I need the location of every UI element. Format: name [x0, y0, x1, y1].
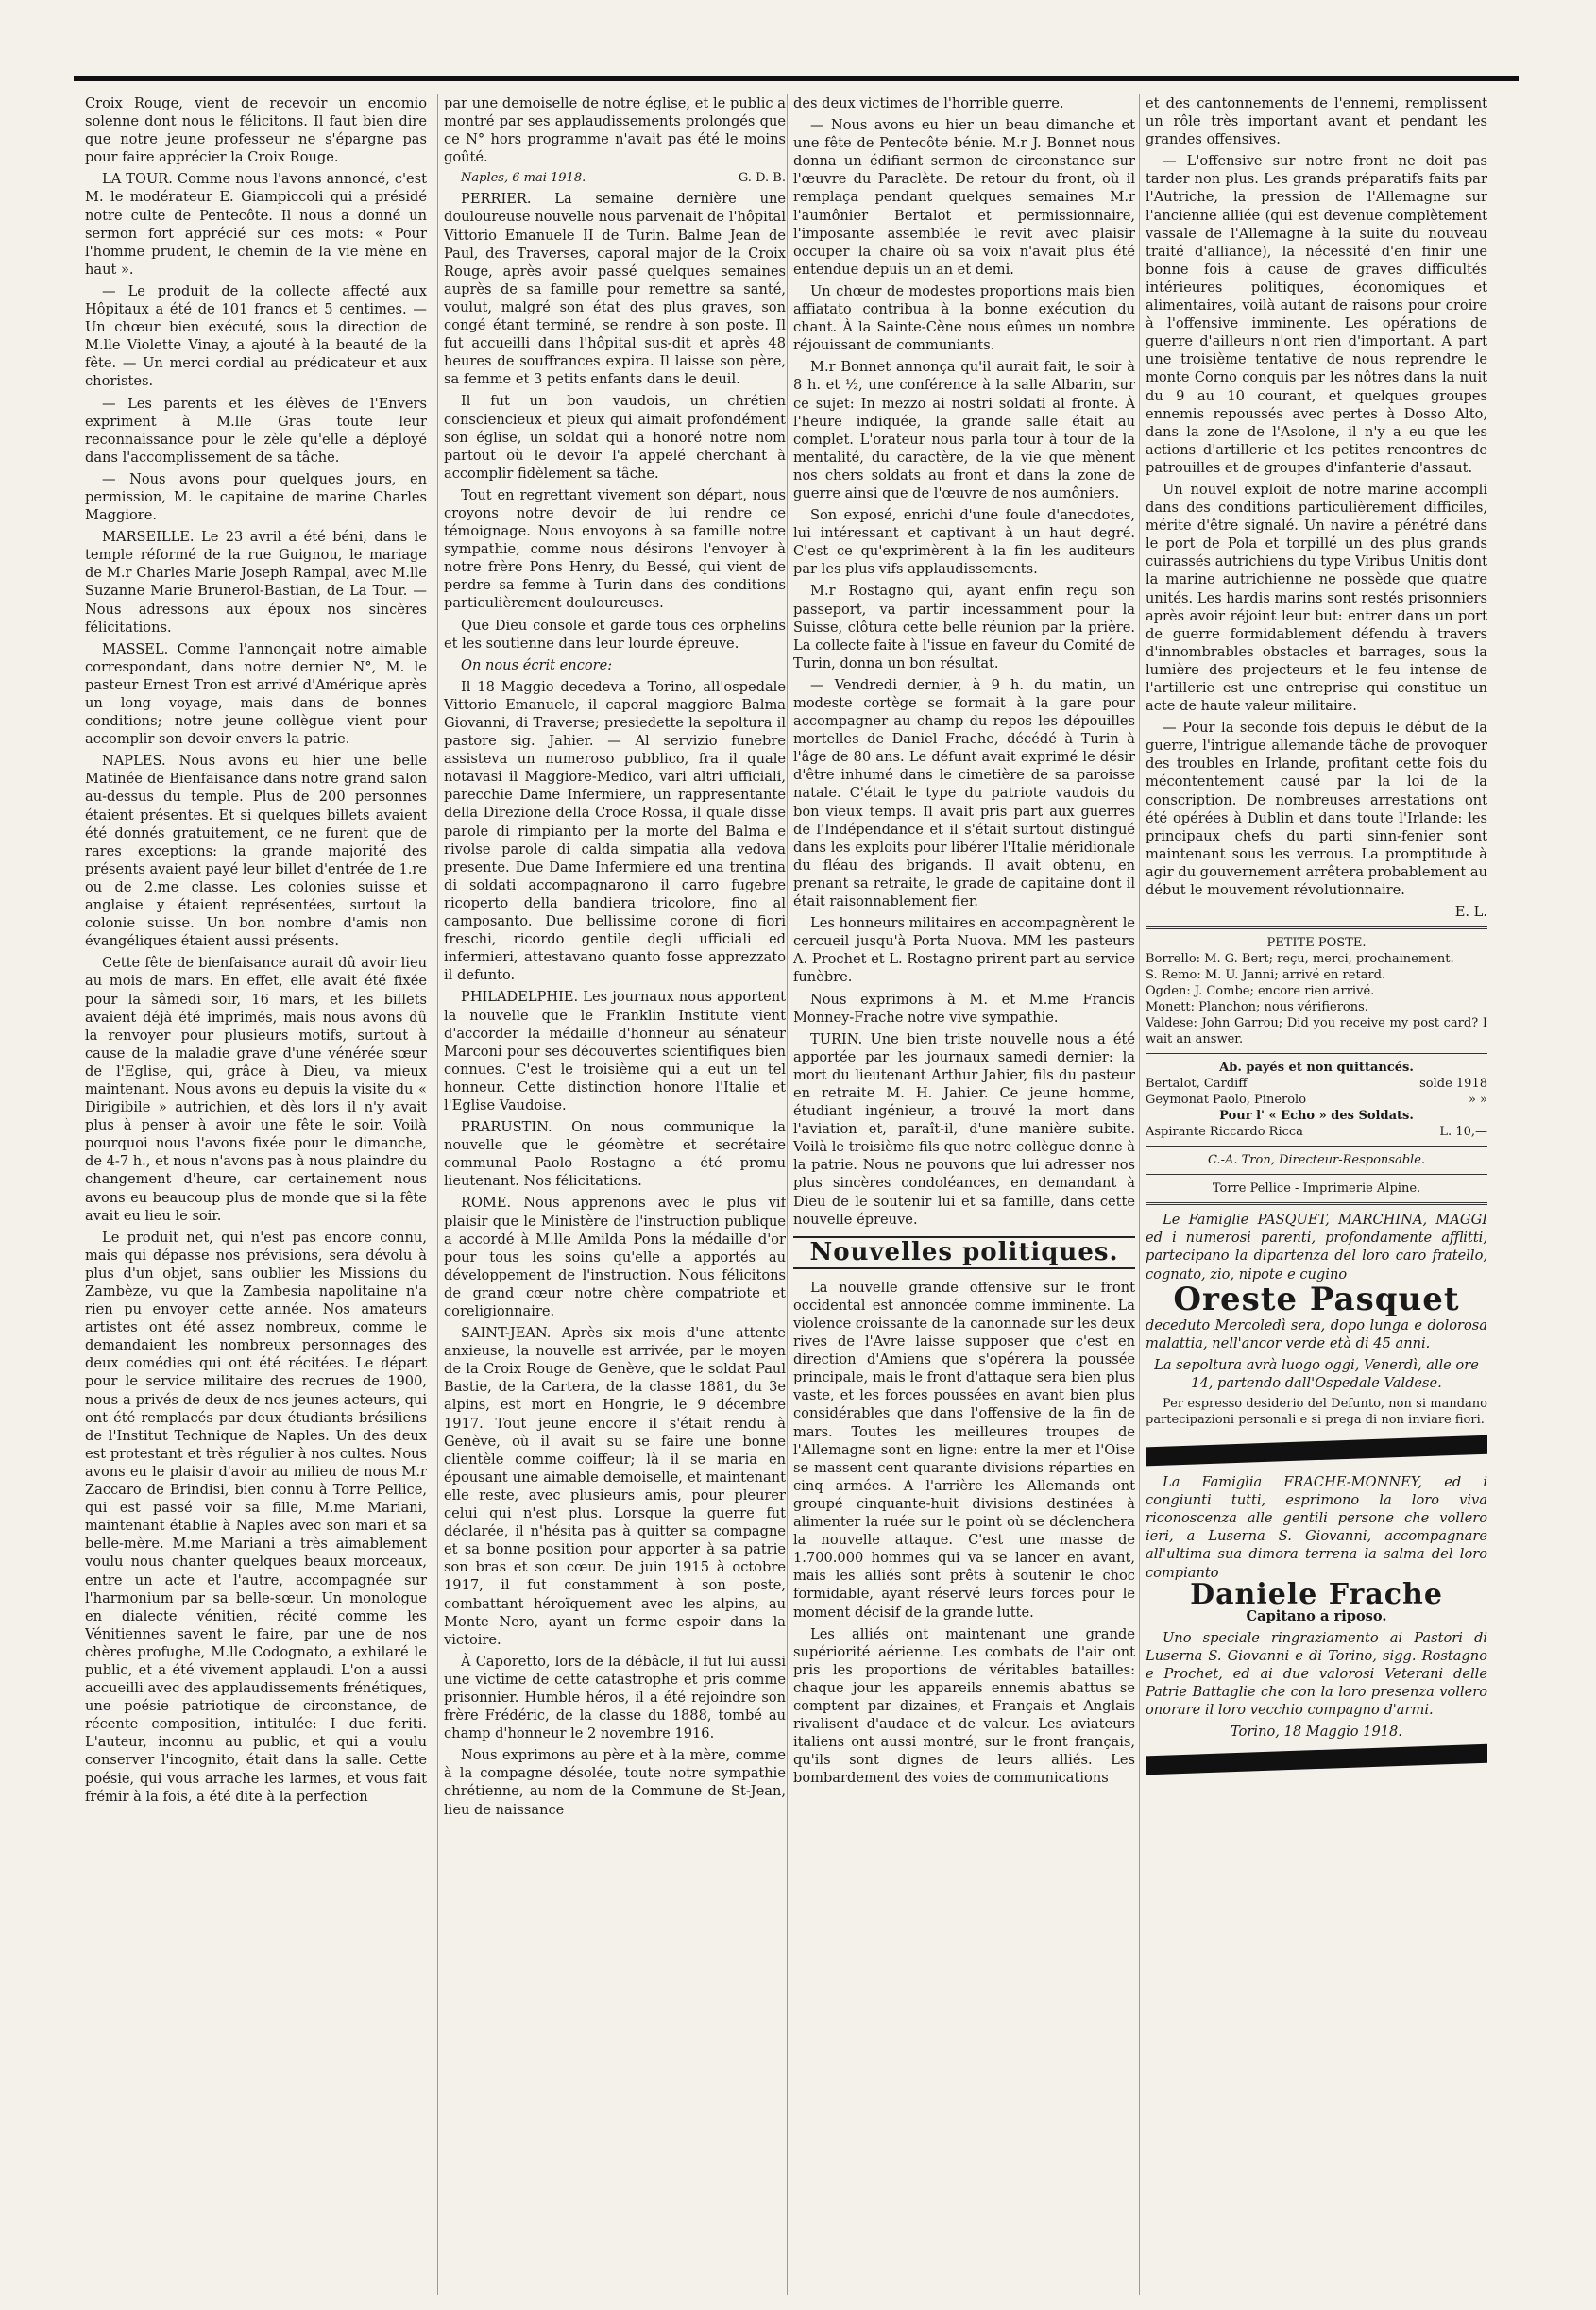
divider	[1146, 1174, 1487, 1175]
obituary-intro: La Famiglia FRACHE-MONNEY, ed i congiunti tutti, esprimono la loro viva riconoscenza alle gentili persone che vollero ieri, a Luserna S. Giovanni, accompagnare all'ultima sua dimora terrena la salma del loro compianto	[1146, 1474, 1487, 1581]
top-rule	[74, 76, 1519, 81]
column-1	[85, 94, 427, 2295]
paragraph: M.r Rostagno qui, ayant enfin reçu son passeport, va partir incessamment pour la Suisse, clôtura cette belle réunion par la prière. La collecte faite à l'issue en faveur du Comité de Turin, donna un bon résultat.	[793, 583, 1135, 671]
poste-line: S. Remo: M. U. Janni; arrivé en retard.	[1146, 968, 1386, 983]
obituary-intro: Le Famiglie PASQUET, MARCHINA, MAGGI ed i numerosi parenti, profondamente afflitti, partecipano la dipartenza del loro caro fratello, cognato, zio, nipote e cugino	[1146, 1212, 1487, 1282]
obituary-name: Oreste Pasquet	[1173, 1280, 1460, 1318]
paragraph: La nouvelle grande offensive sur le front occidental est annoncée comme imminente. La violence croissante de la canonnade sur les deux rives de l'Avre laisse supposer que c'est en direction d'Amiens que s'opérera la poussée principale, mais le front d'attaque sera bien plus vaste, et les forces poussées en avant bien plus considérables que dans l'offensive de la fin de mars. Toutes les meilleures troupes de l'Allemagne sont en ligne: entre la mer et l'Oise se massent cent quarante divisions réparties en cinq armées. A l'arrière les Allemands ont groupé cinquante-huit divisions destinées à alimenter la ruée sur le point où se déclenchera la nouvelle attaque. C'est une masse de 1.700.000 hommes qui va se lancer en avant, mais les alliés sont prêts à soutenir le choc formidable, ayant réservé leurs forces pour le moment décisif de la grande lutte.	[793, 1279, 1135, 1621]
divider	[1146, 1053, 1487, 1054]
paragraph: — Pour la seconde fois depuis le début de la guerre, l'intrigue allemande tâche de provoquer des troubles en Irlande, profitant cette fois du mécontentement causé par la loi de la conscription. De nombreuses arrestations ont été opérées à Dublin et dans toute l'Irlande: les principaux chefs du parti sinn-fenier sont maintenant sous les verrous. La promptitude à agir du gouvernement arrêtera probablement au début le mouvement révolutionnaire.	[1146, 720, 1487, 899]
dateline-signature: G. D. B.	[738, 171, 786, 186]
paragraph: — Nous avons pour quelques jours, en permission, M. le capitaine de marine Charles Maggiore.	[85, 470, 427, 524]
ack-value: L. 10,—	[1439, 1125, 1487, 1140]
ack-name: Geymonat Paolo, Pinerolo	[1146, 1093, 1307, 1108]
paragraph: Un nouvel exploit de notre marine accompli dans des conditions particulièrement difficiles, mérite d'être signalé. Un navire a pénétré dans le port de Pola et torpillé un des plus grands cuirassés autrichiens du type Viribus Unitis dont la marine autrichienne ne possède que quatre unités. Les hardis marins sont restés prisonniers après avoir réjoint leur but: entrer dans un port de guerre formidablement défendu à travers d'innombrables obstacles et barrages, sous la lumière des projecteurs et le feu intense de l'artillerie est une entreprise qui constitue un acte de haute valeur militaire.	[1146, 481, 1487, 715]
paragraph: Son exposé, enrichi d'une foule d'anecdotes, lui intéressant et captivant à un haut degré. C'est ce qu'exprimèrent à la fin les auditeurs par les plus vifs applaudissements.	[793, 507, 1135, 578]
paragraph: MARSEILLE. Le 23 avril a été béni, dans le temple réformé de la rue Guignou, le mariage de M.r Charles Marie Joseph Rampal, avec M.lle Suzanne Marie Brunerol-Bastian, de La Tour. — Nous adressons aux époux nos sincères félicitations.	[85, 529, 427, 636]
ack-title-2: Pour l' « Echo » des Soldats.	[1219, 1109, 1414, 1124]
paragraph: LA TOUR. Comme nous l'avons annoncé, c'est M. le modérateur E. Giampiccoli qui a présidé notre culte de Pentecôte. Il nous a donné un sermon fort apprécié sur ces mots: « Pour l'homme prudent, le chemin de la vie mène en haut ».	[85, 171, 427, 278]
ack-row	[1146, 1092, 1487, 1108]
director: C.-A. Tron, Directeur-Responsable.	[1207, 1153, 1426, 1168]
ack-name: Bertalot, Cardiff	[1146, 1077, 1248, 1092]
obituary-burial: La sepoltura avrà luogo oggi, Venerdì, alle ore 14, partendo dall'Ospedale Valdese.	[1154, 1356, 1479, 1391]
paragraph: ROME. Nous apprenons avec le plus vif plaisir que le Ministère de l'instruction publique a accordé à M.lle Amilda Pons la médaille d'or pour tous les soins qu'elle a apportés au développement de l'instruction. Nous félicitons de grand cœur notre chère compatriote et coreligionnaire.	[444, 1195, 786, 1319]
column-2	[437, 94, 786, 2295]
paragraph: — Le produit de la collecte affecté aux Hôpitaux a été de 101 francs et 5 centimes. — Un chœur bien exécuté, sous la direction de M.lle Violette Vinay, a ajouté à la beauté de la fête. — Un merci cordial au prédicateur et aux choristes.	[85, 282, 427, 390]
poste-line: Monett: Planchon; nous vérifierons.	[1146, 1000, 1368, 1015]
petite-poste	[1146, 935, 1487, 1047]
divider	[1146, 926, 1487, 929]
ack-row	[1146, 1076, 1487, 1092]
paragraph: — Les parents et les élèves de l'Envers expriment à M.lle Gras toute leur reconnaissance pour le zèle qu'elle a déployé dans l'accomplissement de sa tâche.	[85, 395, 427, 466]
paragraph: NAPLES. Nous avons eu hier une belle Matinée de Bienfaisance dans notre grand salon au-dessus du temple. Plus de 200 personnes étaient présentes. Et si quelques billets avaient été donnés gratuitement, ce ne furent que de rares exceptions: la grande majorité des présents avaient payé leur billet d'entrée de 1.re ou de 2.me classe. Les colonies suisse et anglaise y étaient représentées, surtout la colonie suisse. Un bon nombre d'amis non évangéliques étaient aussi présents.	[85, 753, 427, 950]
paragraph: Tout en regrettant vivement son départ, nous croyons notre devoir de lui rendre ce témoignage. Nous envoyons à sa famille notre sympathie, comme nous désirons l'envoyer à notre frère Pons Henry, du Bessé, qui vient de perdre sa femme à Turin dans des conditions particulièrement douloureuses.	[444, 486, 786, 612]
paragraph: Les honneurs militaires en accompagnèrent le cercueil jusqu'à Porta Nuova. MM les pasteurs A. Prochet et L. Rostagno prirent part au service funèbre.	[793, 915, 1135, 986]
paragraph: PRARUSTIN. On nous communique la nouvelle que le géomètre et secrétaire communal Paolo Rostagno a été promu lieutenant. Nos félicitations.	[444, 1119, 786, 1190]
obituary-note: Per espresso desiderio del Defunto, non si mandano partecipazioni personali e si prega di non inviare fiori.	[1146, 1397, 1487, 1428]
paragraph: et des cantonnements de l'ennemi, remplissent un rôle très important avant et pendant les grandes offensives.	[1146, 95, 1487, 148]
ack-name: Aspirante Riccardo Ricca	[1146, 1125, 1303, 1140]
petite-poste-title: PETITE POSTE.	[1266, 936, 1367, 951]
paragraph: Croix Rouge, vient de recevoir un encomio solenne dont nous le félicitons. Il faut bien dire que notre jeune professeur ne s'épargne pas pour faire apprécier la Croix Rouge.	[85, 95, 427, 166]
paragraph: Il 18 Maggio decedeva a Torino, all'ospedale Vittorio Emanuele, il caporal maggiore Balma Giovanni, di Traverse; presiedette la sepoltura il pastore sig. Jahier. — Al servizio funebre assisteva un numeroso pubblico, fra il quale notavasi il Maggiore-Medico, vari altri ufficiali, parecchie Dame Infermiere, un rappresentante della Direzione della Croce Rossa, il quale disse parole di rimpianto per la morte del Balma e rivolse parole di calda simpatia alla vedova presente. Due Dame Infermiere ed una trentina di soldati accompagnarono il carro fugebre ricoperto della bandiera tricolore, fino al camposanto. Due bellissime corone di fiori freschi, ricordo gentile degli ufficiali ed infermieri, attestavano quanto fosse apprezzato il defunto.	[444, 678, 786, 984]
ack-row	[1146, 1124, 1487, 1140]
ack-value: » »	[1468, 1093, 1487, 1108]
dateline-date: Naples, 6 mai 1918.	[461, 171, 586, 186]
paragraph: M.r Bonnet annonça qu'il aurait fait, le soir à 8 h. et ½, une conférence à la salle Albarin, sur ce sujet: In mezzo ai nostri soldati al fronte. À l'heure indiquée, la grande salle était au complet. L'orateur nous parla tour à tour de la mentalité, du caractère, de la vie que mènent nos chers soldats au front et dans la zone de guerre ainsi que de l'œuvre de nos aumôniers.	[793, 359, 1135, 501]
paragraph: Nous exprimons à M. et M.me Francis Monney-Frache notre vive sympathie.	[793, 991, 1135, 1026]
paragraph: Les alliés ont maintenant une grande supériorité aérienne. Les combats de l'air ont pris les proportions de véritables batailles: chaque jour les appareils ennemis abattus se comptent par dizaines, et Français et Anglais rivalisent d'audace et de valeur. Les aviateurs italiens ont aussi montré, sur le front français, qu'ils sont dignes de leurs alliés. Les bombardement des voies de communications	[793, 1625, 1135, 1787]
paragraph: Que Dieu console et garde tous ces orphelins et les soutienne dans leur lourde épreuve.	[444, 617, 786, 652]
poste-line: Valdese: John Garrou; Did you receive my post card? I wait an answer.	[1146, 1016, 1487, 1047]
poste-line: Ogden: J. Combe; encore rien arrivé.	[1146, 984, 1375, 999]
obituary-pasquet	[1146, 1211, 1487, 1428]
paragraph: Le produit net, qui n'est pas encore connu, mais qui dépasse nos prévisions, sera dévolu à plus d'un objet, sans oublier les Missions du Zambèze, vu que la Zambesia napolitaine n'a rien pu envoyer cette année. Nos amateurs artistes ont été assez nombreux, comme le demandaient les nombreux personnages des deux comédies qui ont été récitées. Le départ pour le service militaire des recrues de 1900, nous a privés de deux de nos jeunes acteurs, qui ont été remplacés par deux étudiants brésiliens de l'Institut Technique de Naples. Un des deux est protestant et très régulier à nos cultes. Nous avons eu le plaisir d'avoir au milieu de nous M.r Zaccaro de Brindisi, bien connu à Torre Pellice, qui est passé voir sa fille, M.me Mariani, maintenant établie à Naples avec son mari et sa belle-mère. M.me Mariani a très aimablement voulu nous chanter quelques beaux morceaux, entre un acte et l'autre, accompagnée sur l'harmonium par sa belle-sœur. Un monologue en dialecte vénitien, récité comme les Vénitiennes savent le faire, par une de nos chères profughe, M.lle Codognato, a exhilaré le public, et a été vivement applaudi. L'on a aussi accueilli avec des applaudissements frénétiques, une poésie patriotique de circonstance, de récente composition, intitulée: I due feriti. L'auteur, inconnu au public, et qui a voulu conserver l'incognito, était dans la salle. Cette poésie, qui vous arrache les larmes, et vous fait frémir à la fois, a été dite à la perfection	[85, 1229, 427, 1805]
black-band	[1146, 1744, 1487, 1775]
obituary-date: Torino, 18 Maggio 1918.	[1231, 1724, 1402, 1741]
paragraph: — L'offensive sur notre front ne doit pas tarder non plus. Les grands préparatifs faits par l'Autriche, la pression de l'Allemagne sur l'ancienne alliée (qui est devenue complètement vassale de l'Allemagne à la suite du nouveau traité d'alliance), la nécessité d'en finir une bonne fois à cause de graves difficultés intérieures politiques, économiques et alimentaires, voilà autant de raisons pour croire à l'offensive imminente. Les opérations de guerre d'ailleurs n'ont rien d'important. A part une troisième tentative de nous reprendre le monte Corno conquis par les nôtres dans la nuit du 9 au 10 courant, et quelques groupes ennemis repoussés avec pertes à Dosso Alto, dans la zone de l'Asolone, il n'y a eu que les actions d'artillerie et les petites rencontres de patrouilles et de groupes d'infanterie d'assaut.	[1146, 153, 1487, 476]
signature: E. L.	[1454, 904, 1487, 921]
acknowledgements	[1146, 1060, 1487, 1197]
section-heading: Nouvelles politiques.	[793, 1236, 1135, 1269]
obituary-title: Capitano a riposo.	[1246, 1607, 1387, 1624]
paragraph: MASSEL. Comme l'annonçait notre aimable correspondant, dans notre dernier N°, M. le pasteur Ernest Tron est arrivé d'Amérique après un long voyage, mais dans de bonnes conditions; notre jeune collègue vient pour accomplir son devoir envers la patrie.	[85, 640, 427, 748]
paragraph: par une demoiselle de notre église, et le public a montré par ses applaudissements prolongés que ce N° hors programme n'avait pas été le moins goûté.	[444, 95, 786, 166]
ack-title: Ab. payés et non quittancés.	[1219, 1061, 1414, 1076]
paragraph: On nous écrit encore:	[461, 656, 613, 673]
obituary-body: Uno speciale ringraziamento ai Pastori di Luserna S. Giovanni e di Torino, sigg. Rostagno e Prochet, ed ai due valorosi Veterani delle Patrie Battaglie che con la loro presenza vollero onorare il loro vecchio compagno d'armi.	[1146, 1629, 1487, 1719]
paragraph: Nous exprimons au père et à la mère, comme à la compagne désolée, toute notre sympathie chrétienne, au nom de la Commune de St-Jean, lieu de naissance	[444, 1747, 786, 1818]
column-4	[1139, 94, 1487, 2295]
paragraph: Il fut un bon vaudois, un chrétien consciencieux et pieux qui aimait profondément son église, un soldat qui a honoré notre nom partout où le devoir l'a appelé cherchant à accomplir fidèlement sa tâche.	[444, 393, 786, 482]
paragraph: À Caporetto, lors de la débâcle, il fut lui aussi une victime de cette catastrophe et pris comme prisonnier. Humble héros, il a été rejoindre son frère Frédéric, de la classe du 1888, tombé au champ d'honneur le 2 novembre 1916.	[444, 1653, 786, 1742]
paragraph: SAINT-JEAN. Après six mois d'une attente anxieuse, la nouvelle est arrivée, par le moyen de la Croix Rouge de Genève, que le soldat Paul Bastie, de la Cartera, de la classe 1881, du 3e alpins, est mort en Hongrie, le 9 décembre 1917. Tout jeune encore il s'était rendu à Genève, où il avait su se faire une bonne clientèle comme coiffeur; là il se maria en épousant une aimable demoiselle, et maintenant elle reste, avec plusieurs amis, pour pleurer celui qui n'est plus. Lorsque la guerre fut déclarée, il n'hésita pas à quitter sa compagne et sa bonne position pour apporter à sa patrie son bras et son cœur. De juin 1915 à octobre 1917, il fut constamment à son poste, combattant héroïquement avec les alpins, au Monte Nero, ayant un ferme espoir dans la victoire.	[444, 1325, 786, 1648]
black-band	[1146, 1435, 1487, 1467]
dateline	[444, 170, 786, 186]
paragraph: — Vendredi dernier, à 9 h. du matin, un modeste cortège se formait à la gare pour accompagner au champ du repos les dépouilles mortelles de Daniel Frache, décédé à Turin à l'âge de 80 ans. Le défunt avait exprimé le désir d'être inhumé dans le cimetière de sa paroisse natale. C'était le type du patriote vaudois du bon vieux temps. Il avait pris part aux guerres de l'Indépendance et il s'était surtout distingué dans les exploits pour libérer l'Italie méridionale du fléau des brigands. Il avait obtenu, en prenant sa retraite, le grade de capitaine dont il était raisonnablement fier.	[793, 676, 1135, 910]
paragraph: TURIN. Une bien triste nouvelle nous a été apportée par les journaux samedi dernier: la mort du lieutenant Arthur Jahier, fils du pasteur en retraite M. H. Jahier. Ce jeune homme, étudiant ingénieur, a trouvé la mort dans l'aviation et, paraît-il, d'une manière subite. Voilà le troisième fils que notre collègue donne à la patrie. Nous ne pouvons que lui adresser nos plus sincères condoléances, en demandant à Dieu de le soutenir lui et sa famille, dans cette nouvelle épreuve.	[793, 1030, 1135, 1228]
paragraph: des deux victimes de l'horrible guerre.	[793, 95, 1064, 111]
column-3	[787, 94, 1135, 2295]
paragraph: Cette fête de bienfaisance aurait dû avoir lieu au mois de mars. En effet, elle avait été fixée pour la sâmedi soir, 16 mars, et les billets avaient déjà été imprimés, mais nous avons dû la renvoyer pour plusieurs motifs, surtout à cause de la maladie grave d'une vénérée sœur de l'Eglise, qui, grâce à Dieu, va mieux maintenant. Nous avons eu depuis la visite du « Dirigibile » autrichien, et dès lors il n'y avait plus à penser à avoir une fête le soir. Voilà pourquoi nous l'avons fixée pour le dimanche, de 4-7 h., et nous n'avons pas à nous plaindre du changement d'heure, car certainement nous avons eu beaucoup plus de monde que si la fête avait eu lieu le soir.	[85, 955, 427, 1224]
paragraph: PHILADELPHIE. Les journaux nous apportent la nouvelle que le Franklin Institute vient d'accorder la médaille d'honneur au sénateur Marconi pour ses découvertes scientifiques bien connues. C'est le troisième qui a eut un tel honneur. Cette distinction honore l'Italie et l'Eglise Vaudoise.	[444, 989, 786, 1113]
paragraph: Un chœur de modestes proportions mais bien affiatato contribua à la bonne exécution du chant. À la Sainte-Cène nous eûmes un nombre réjouissant de communiants.	[793, 282, 1135, 354]
ack-value: solde 1918	[1419, 1077, 1487, 1092]
divider	[1146, 1146, 1487, 1147]
paragraph: PERRIER. La semaine dernière une douloureuse nouvelle nous parvenait de l'hôpital Vittorio Emanuele II de Turin. Balme Jean de Paul, des Traverses, caporal major de la Croix Rouge, après avoir passé quelques semaines auprès de sa famille pour remettre sa santé, voulut, malgré son état des plus graves, son congé étant terminé, se rendre à son poste. Il fut accueilli dans l'hôpital sus-dit et après 48 heures de souffrances expira. Il laisse son père, sa femme et 3 petits enfants dans le deuil.	[444, 191, 786, 388]
printer: Torre Pellice - Imprimerie Alpine.	[1212, 1181, 1421, 1197]
poste-line: Borrello: M. G. Bert; reçu, merci, prochainement.	[1146, 952, 1454, 967]
obituary-body: deceduto Mercoledì sera, dopo lunga e dolorosa malattia, nell'ancor verde età di 45 anni.	[1146, 1316, 1487, 1351]
obituary-frache	[1146, 1473, 1487, 1741]
paragraph: — Nous avons eu hier un beau dimanche et une fête de Pentecôte bénie. M.r J. Bonnet nous donna un édifiant sermon de circonstance sur l'œuvre du Paraclète. De retour du front, où il remplaça pendant quelques semaines M.r l'aumônier Bertalot et permissionnaire, l'imposante assemblée le revit avec plaisir occuper la chaire où sa voix n'avait plus été entendue depuis un an et demi.	[793, 117, 1135, 278]
obituary-name: Daniele Frache	[1190, 1577, 1443, 1611]
divider	[1146, 1202, 1487, 1205]
